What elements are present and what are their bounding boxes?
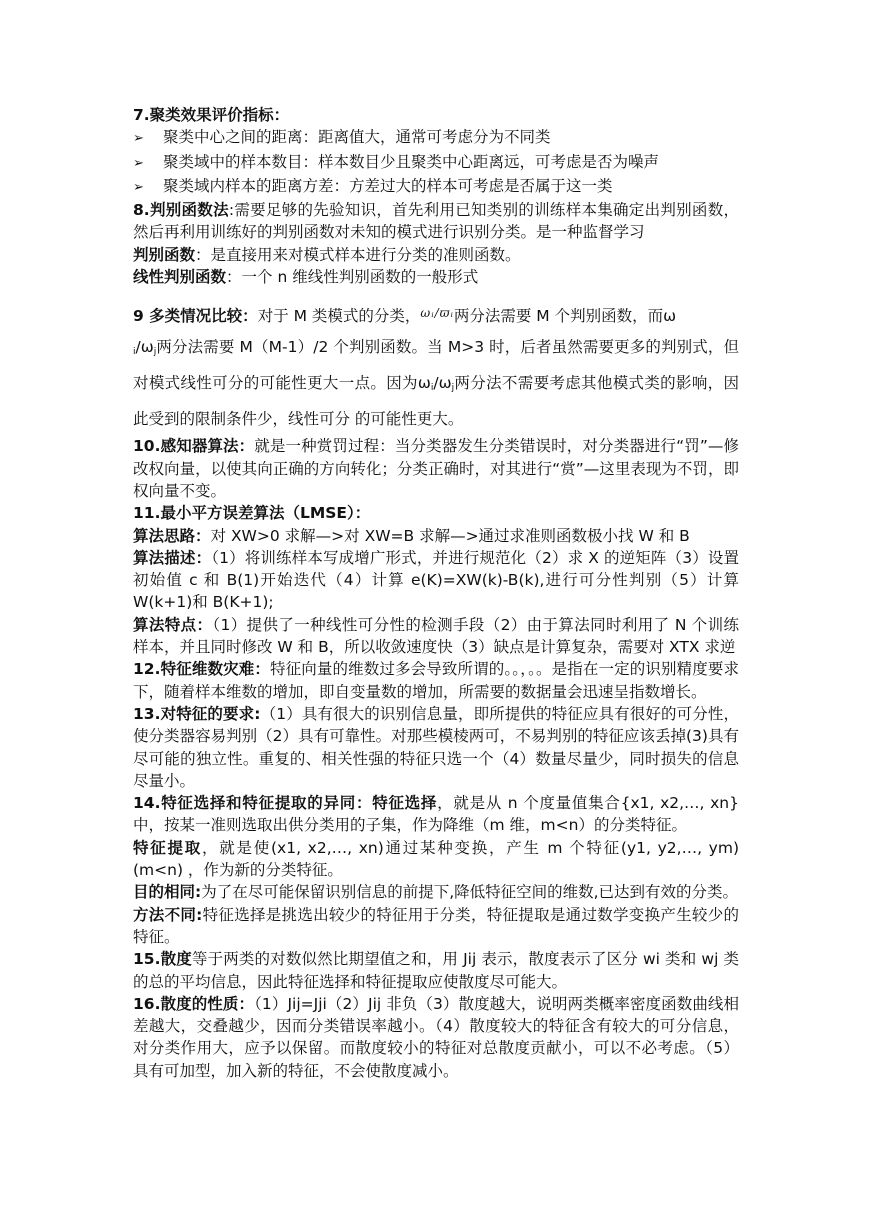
list-item: ➢ 聚类域内样本的距离方差：方差过大的样本可考虑是否属于这一类 [133, 175, 739, 199]
document-page [133, 104, 739, 1082]
lmse-features: 算法特点：（1）提供了一种线性可分性的检测手段（2）由于算法同时利用了 N 个训练样本，并且同时修改 W 和 B，所以收敛速度快（3）缺点是计算复杂，需要对 XTX 求逆 [133, 615, 739, 657]
section-8-paragraph: 8.判别函数法:需要足够的先验知识，首先利用已知类别的训练样本集确定出判别函数，然后再利用训练好的判别函数对未知的模式进行识别分类。是一种监督学习 [133, 201, 739, 242]
section-13-paragraph: 13.对特征的要求:（1）具有很大的识别信息量，即所提供的特征应具有很好的可分性，使分类器容易判别（2）具有可靠性。对那些模棱两可，不易判别的特征应该丢掉(3)具有尽可能的独立性。重复的、相关性强的特征只选一个（4）数量尽量少，同时损失的信息尽量小。 [133, 704, 739, 790]
arrow-bullet-icon: ➢ [133, 155, 144, 171]
feature-extraction-definition: 特征提取，就是使(x1, x2,…, xn)通过某种变换，产生 m 个特征(y1, y2,…, ym) (m<n) ，作为新的分类特征。 [133, 838, 739, 880]
arrow-bullet-icon: ➢ [133, 131, 144, 147]
list-item: ➢ 聚类中心之间的距离：距离值大，通常可考虑分为不同类 [133, 126, 739, 150]
section-9-paragraph: 9 多类情况比较：对于 M 类模式的分类，$^{\omega ᵢ/ϖᵢ}$两分法需要 M 个判别函数，而ω $_i/\omega_j$两分法需要 M（M-1）/2 个判别函数。当 M>3 时，后者虽然需要更多的判别式，但对模式线性可分的可能性更大一点。因为$\omega_i/\omega_j$两分法不需要考虑其他模式类的影响，因此受到的限制条件少，线性可分 的可能性更大。 [133, 306, 739, 429]
different-methods: 方法不同:特征选择是挑选出较少的特征用于分类，特征提取是通过数学变换产生较少的特征。 [133, 905, 739, 946]
section-16-paragraph: 16.散度的性质：（1）Jij=Jji（2）Jij 非负（3）散度越大，说明两类概率密度函数曲线相差越大，交叠越少，因而分类错误率越小。（4）散度较大的特征含有较大的可分信息，对分类作用大，应予以保留。而散度较小的特征对总散度贡献小，可以不必考虑。（5）具有可加型，加入新的特征，不会使散度减小。 [133, 994, 739, 1080]
section-7-title: 7.聚类效果评价指标： [133, 106, 290, 124]
linear-discriminant-definition: 线性判别函数：一个 n 维线性判别函数的一般形式 [133, 268, 479, 287]
list-item: ➢ 聚类域中的样本数目：样本数目少且聚类中心距离远，可考虑是否为噪声 [133, 151, 739, 175]
formula-omega: ωᵢ/ϖᵢ [420, 306, 454, 321]
lmse-idea: 算法思路：对 XW>0 求解—>对 XW=B 求解—>通过求准则函数极小找 W 和 B [133, 526, 690, 545]
discriminant-function-definition: 判别函数：是直接用来对模式样本进行分类的准则函数。 [133, 245, 521, 264]
same-purpose: 目的相同:为了在尽可能保留识别信息的前提下,降低特征空间的维数,已达到有效的分类。 [133, 883, 739, 902]
section-10-paragraph: 10.感知器算法：就是一种赏罚过程：当分类器发生分类错误时，对分类器进行“罚”—修改权向量，以使其向正确的方向转化；分类正确时，对其进行“赏”—这里表现为不罚，即权向量不变。 [133, 437, 739, 500]
section-14-paragraph: 14.特征选择和特征提取的异同：特征选择，就是从 n 个度量值集合{x1, x2,…, xn}中，按某一准则选取出供分类用的子集，作为降维（m 维，m<n）的分类特征。 [133, 794, 739, 835]
arrow-bullet-icon: ➢ [133, 179, 144, 195]
section-11-title: 11.最小平方误差算法（LMSE）： [133, 504, 371, 523]
section-12-paragraph: 12.特征维数灾难：特征向量的维数过多会导致所谓的。。，。。是指在一定的识别精度要求下，随着样本维数的增加，即自变量数的增加，所需要的数据量会迅速呈指数增长。 [133, 660, 739, 701]
section-15-paragraph: 15.散度等于两类的对数似然比期望值之和，用 Jij 表示，散度表示了区分 wi 类和 wj 类的总的平均信息，因此特征选择和特征提取应使散度尽可能大。 [133, 950, 739, 991]
lmse-description: 算法描述：（1）将训练样本写成增广形式，并进行规范化（2）求 X 的逆矩阵（3）设置初始值 c 和 B(1)开始迭代（4）计算 e(K)=XW(k)-B(k),进行可分性判别（5）计算 W(k+1)和 B(K+1); [133, 548, 739, 612]
